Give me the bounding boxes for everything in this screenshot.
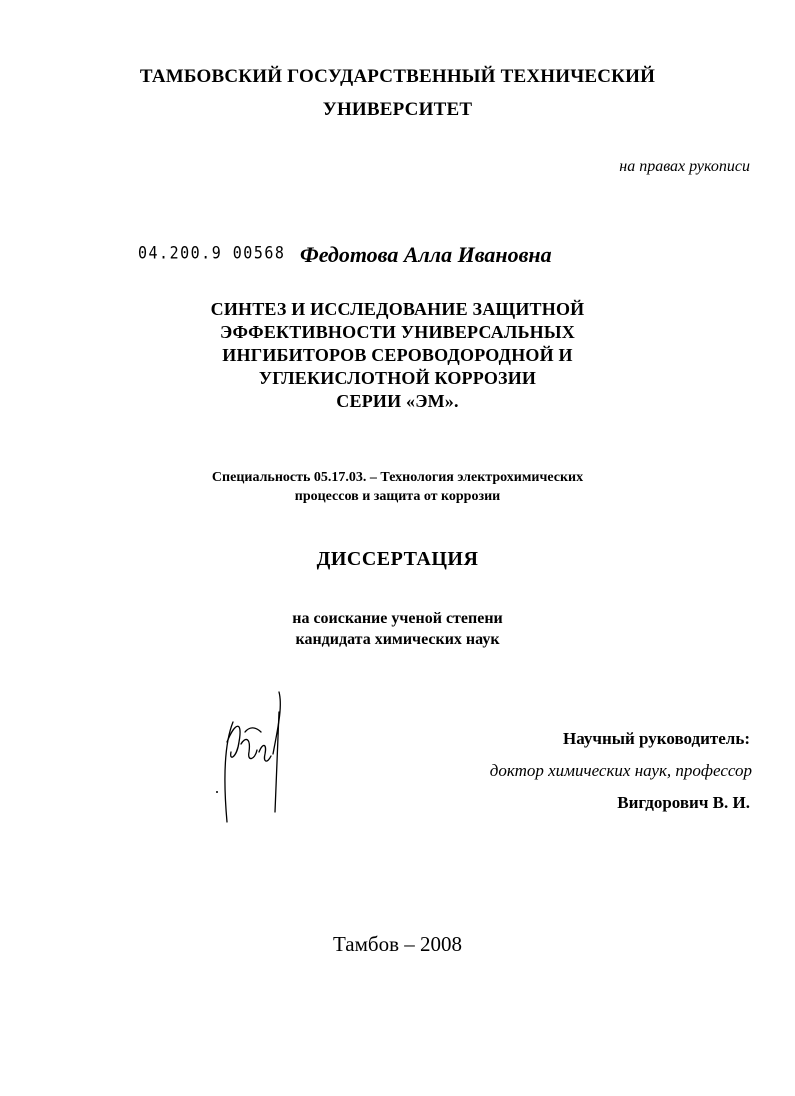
university-name-line1: ТАМБОВСКИЙ ГОСУДАРСТВЕННЫЙ ТЕХНИЧЕСКИЙ: [139, 66, 656, 87]
city-year: Тамбов – 2008: [332, 932, 462, 956]
degree-statement: [0, 608, 795, 650]
supervisor-title: Научный руководитель:: [563, 729, 750, 748]
thesis-title-line: ИНГИБИТОРОВ СЕРОВОДОРОДНОЙ И: [222, 345, 573, 365]
degree-line1: на соискание ученой степени: [292, 610, 503, 627]
thesis-title-line: УГЛЕКИСЛОТНОЙ КОРРОЗИИ: [258, 368, 537, 388]
registration-number: 04.200.9 00568: [138, 242, 286, 264]
specialty-line1: Специальность 05.17.03. – Технология электрохимических: [211, 470, 584, 485]
specialty-line2: процессов и защита от коррозии: [294, 489, 501, 504]
specialty: [0, 468, 795, 506]
author-name: Федотова Алла Ивановна: [300, 242, 552, 267]
thesis-title: [0, 298, 795, 413]
supervisor-rank: доктор химических наук, профессор: [489, 761, 752, 780]
document-type: ДИССЕРТАЦИЯ: [316, 548, 479, 570]
manuscript-rights-note: на правах рукописи: [619, 158, 750, 175]
thesis-title-line: СИНТЕЗ И ИССЛЕДОВАНИЕ ЗАЩИТНОЙ: [210, 299, 585, 319]
degree-line2: кандидата химических наук: [295, 631, 500, 648]
university-name-line2: УНИВЕРСИТЕТ: [322, 99, 473, 120]
supervisor-name: Вигдорович В. И.: [617, 793, 750, 812]
thesis-title-line: СЕРИИ «ЭМ».: [336, 391, 459, 411]
signature-image: [205, 682, 295, 832]
thesis-title-line: ЭФФЕКТИВНОСТИ УНИВЕРСАЛЬНЫХ: [220, 322, 575, 342]
